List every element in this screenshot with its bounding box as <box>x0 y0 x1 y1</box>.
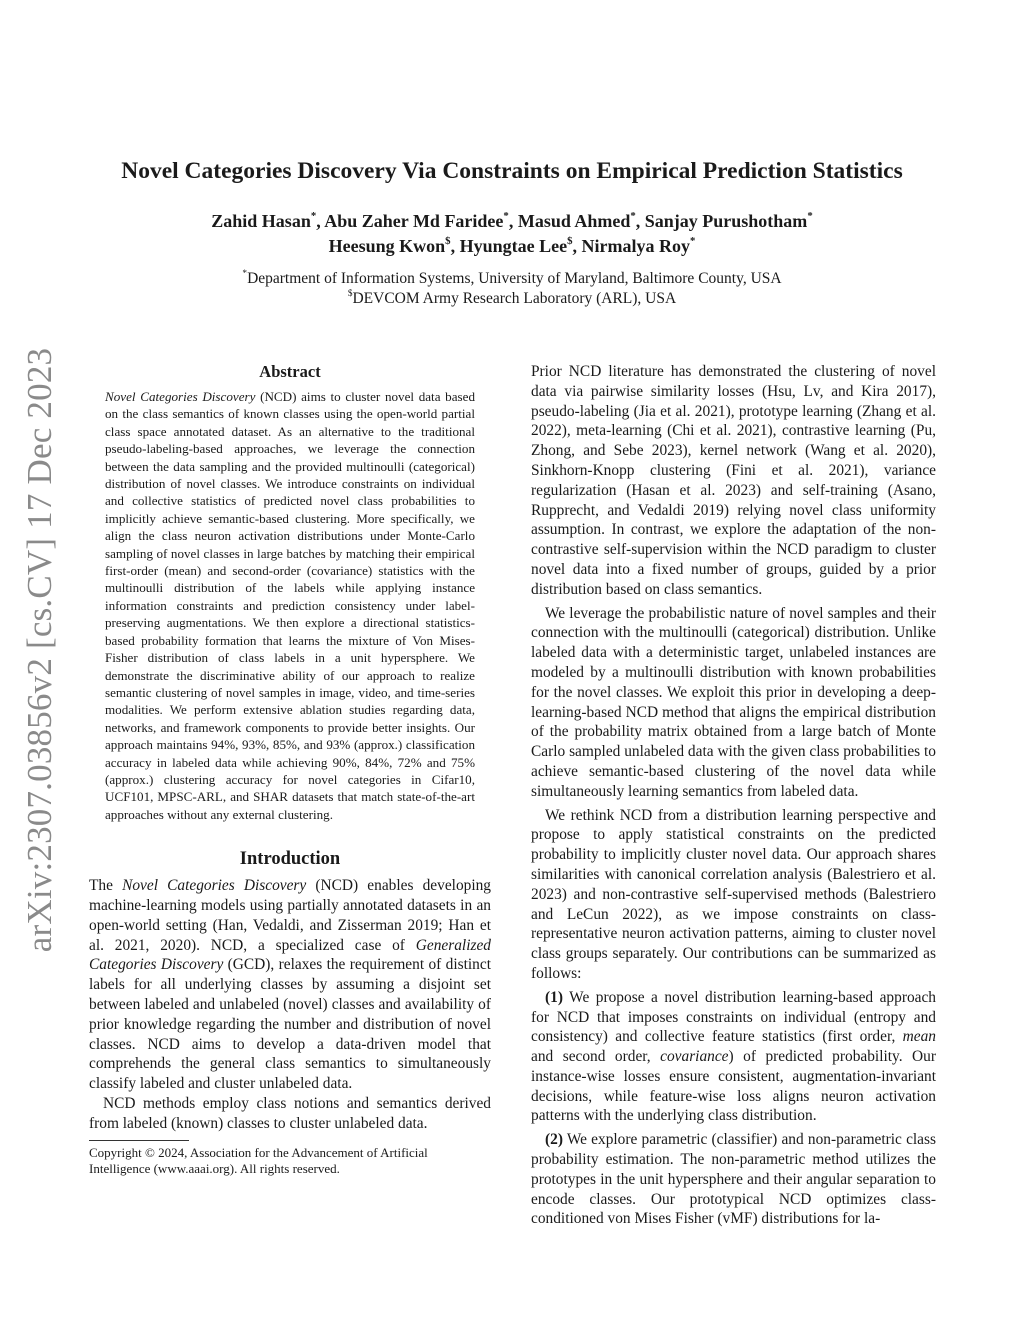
introduction-heading: Introduction <box>239 849 341 870</box>
contribution-emphasis: covariance <box>660 1048 729 1066</box>
arxiv-identifier <box>10 347 70 953</box>
body-paragraph-2: We leverage the probabilistic nature of novel samples and their connection with the multinoulli (categorical) distribution. Unlike labeled data with a deterministic target, unlabeled instances are modeled by a multinoulli distribution with known probabilities for the novel classes. We exploit this prior in developing a deep-learning-based NCD method that aligns the empirical distribution of the probability matrix obtained from a large batch of Monte Carlo sampled unlabeled data with the given class probabilities to achieve semantic-based clustering of the novel data while simultaneously learning semantics from labeled data. <box>531 604 936 800</box>
author-name: Hyungtae Lee <box>459 236 568 256</box>
affiliation-line: Department of Information Systems, University of Maryland, Baltimore County, USA <box>247 270 782 287</box>
body-paragraph-3: We rethink NCD from a distribution learning perspective and propose to apply statistical constraints on the predicted probability to implicitly cluster novel data. Our approach shares similarities with canonical correlation analysis (Balestriero et al. 2023) and non-contrastive self-supervised methods (Balestriero and LeCun 2022), as we impose constraints on class-representative neuron activation patterns, aiming to cluster novel class groups separately. Our contributions can be summarized as follows: <box>531 806 936 982</box>
paper-title: Novel Categories Discovery Via Constraints on Empirical Prediction Statistics <box>121 158 903 184</box>
contribution-text: We propose a novel distribution learning-based approach for NCD that imposes constraints on individual (entropy and consistency) and collective feature statistics (first order, <box>531 988 936 1046</box>
intro-text: The <box>89 877 123 895</box>
affiliation-mark: * <box>689 234 696 247</box>
contribution-text: We explore parametric (classifier) and non-parametric class probability estimation. The non-parametric method utilizes the prototypes in the unit hypersphere and their angular separation to encode classes. Our prototypical NCD optimizes class-conditioned von Mises Fisher (vMF) distributions for la- <box>531 1131 936 1228</box>
author-name: Sanjay Purushotham <box>644 211 808 231</box>
abstract-body-text: (NCD) aims to cluster novel data based on the class semantics of known classes using the open-world partial class space annotated dataset. As an alternative to the traditional pseudo-labeling-based approaches, we leverage the connection between the data sampling and the provided multinoulli (categorical) distribution of novel classes. We introduce constraints on individual and collective statistics of predicted novel class probabilities to implicitly achieve semantic-based clustering. More specifically, we align the class neuron activation distributions under Monte-Carlo sampling of novel classes in large batches by matching their empirical first-order (mean) and second-order (covariance) statistics with the multinoulli distribution of the labels while applying instance information constraints and prediction consistency under label-preserving augmentations. We then explore a directional statistics-based probability formation that learns the mixture of Von Mises-Fisher distribution of class labels in a unit hypersphere. We demonstrate the discriminative ability of our approach to realize semantic clustering of novel samples in image, video, and time-series modalities. We perform extensive ablation studies regarding data, networks, and framework components to provide better insights. Our approach maintains 94%, 93%, 85%, and 93% (approx.) classification accuracy in labeled data while achieving 90%, 84%, 72% and 75% (approx.) clustering accuracy for novel categories in Cifar10, UCF101, MPSC-ARL, and SHAR datasets that match state-of-the-art approaches without any external clustering. <box>105 389 475 822</box>
copyright-footnote: Copyright © 2024, Association for the Advancement of Artificial Intelligence (www.aaai.org). All rights reserved. <box>89 1144 428 1177</box>
intro-emphasis: Novel Categories Discovery <box>122 877 307 895</box>
affiliation-mark: * <box>807 209 813 222</box>
author-name: Masud Ahmed <box>517 211 631 231</box>
body-paragraph-1: Prior NCD literature has demonstrated the clustering of novel data via pairwise similarity losses (Hsu, Lv, and Kira 2017), pseudo-labeling (Jia et al. 2021), prototype learning (Zhang et al. 2022), meta-learning (Chi et al. 2021), contrastive learning (Pu, Zhong, and Sebe 2023), kernel network (Wang et al. 2020), Sinkhorn-Knopp clustering (Fini et al. 2021), variance regularization (Hasan et al. 2023) and self-training (Asano, Rupprecht, and Vedaldi 2019) relying novel class uniformity assumption. In contrast, we explore the adaptation of the non-contrastive self-supervision within the NCD paradigm to cluster novel data into a fixed number of groups, guided by a prior distribution based on class semantics. <box>531 363 936 598</box>
affiliation-line: DEVCOM Army Research Laboratory (ARL), USA <box>352 290 677 307</box>
intro-paragraph-2: NCD methods employ class notions and semantics derived from labeled (known) classes to cluster unlabeled data. <box>89 1094 491 1132</box>
affiliation-list <box>0 269 1024 309</box>
contribution-text: ) of predicted probability. Our instance-wise losses ensure consistent, augmentation-invariant decisions, while feature-wise loss aligns neuron activation patterns with the underlying class distribution. <box>531 1048 936 1125</box>
contribution-text: and second order, <box>531 1048 661 1066</box>
author-name: Abu Zaher Md Faridee <box>324 211 504 231</box>
left-column <box>89 362 491 1178</box>
affiliation-mark: $ <box>567 234 573 247</box>
author-list: Zahid Hasan*, Abu Zaher Md Faridee*, Masud Ahmed*, Sanjay Purushotham* Heesung Kwon$, Hyungtae Lee$, Nirmalya Roy* <box>211 209 813 256</box>
affiliation-mark: * <box>310 209 317 222</box>
contribution-2 <box>531 1130 936 1229</box>
arxiv-identifier-text: arXiv:2307.03856v2 [cs.CV] 17 Dec 2023 <box>20 347 60 953</box>
intro-text: (GCD), relaxes the requirement of distinct labels for all underlying classes by assuming a disjoint set between labeled and unlabeled (novel) classes and availability of prior knowledge regarding the number and distribution of novel classes. NCD aims to develop a data-driven model that comprehends the general class semantics to simultaneously classify labeled and cluster unlabeled data. <box>89 956 491 1093</box>
abstract-heading: Abstract <box>259 362 321 381</box>
affiliation-mark: $ <box>445 234 451 247</box>
intro-emphasis: Generalized Categories Discovery <box>89 936 491 974</box>
contribution-1 <box>531 988 936 1127</box>
contribution-number: (1) <box>545 988 563 1006</box>
contribution-number: (2) <box>545 1131 563 1149</box>
footnote-divider <box>89 1140 189 1141</box>
right-column <box>531 362 936 1229</box>
abstract-emphasis: Novel Categories Discovery <box>105 389 256 404</box>
author-name: Nirmalya Roy <box>581 236 690 256</box>
intro-paragraph-1 <box>89 876 491 1094</box>
intro-text: (NCD) enables developing machine-learning models using partially annotated datasets in an open-world setting (Han, Vedaldi, and Zisserman 2019; Han et al. 2021, 2020). NCD, a specialized case of <box>89 877 492 954</box>
author-name: Heesung Kwon <box>328 236 446 256</box>
affiliation-mark: * <box>242 268 248 279</box>
abstract-text <box>105 388 475 823</box>
contribution-emphasis: mean <box>902 1028 936 1046</box>
affiliation-mark: * <box>503 209 509 222</box>
author-name: Zahid Hasan <box>211 211 311 231</box>
affiliation-mark: $ <box>347 288 353 299</box>
affiliation-mark: * <box>630 209 636 222</box>
